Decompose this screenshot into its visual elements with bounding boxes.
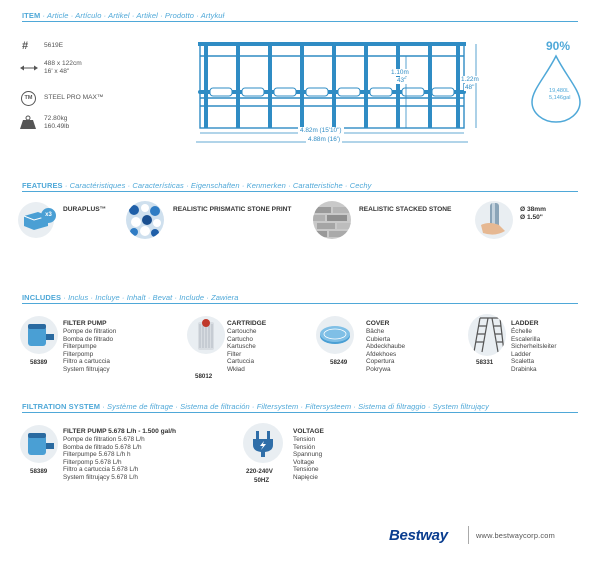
include-cover-code: 58249 bbox=[330, 359, 348, 366]
include-ladder-translations bbox=[511, 328, 556, 374]
voltage-frequency: 50HZ bbox=[254, 477, 270, 484]
tube-diameter-in: Ø 1.50" bbox=[520, 214, 543, 221]
translation-line: Pompe de filtration 5.678 L/h bbox=[63, 436, 145, 443]
features-section-header: FEATURES · Caractéristiques · Características · Eigenschaften · Kenmerken · Caratteristiche · Cechy bbox=[22, 181, 372, 190]
cover-icon bbox=[316, 316, 354, 354]
feature-duraplus-label: DURAPLUS™ bbox=[63, 206, 107, 213]
outer-width: 4.88m (16') bbox=[308, 136, 341, 143]
item-section-header: ITEM · Article · Artículo · Artikel · Artikel · Prodotto · Artykuł bbox=[22, 11, 225, 20]
includes-section-header: INCLUDES · Inclus · Incluye · Inhalt · Bevat · Include · Zawiera bbox=[22, 293, 239, 302]
filter-pump-icon bbox=[20, 316, 58, 354]
include-pump-title: FILTER PUMP bbox=[63, 320, 107, 327]
translation-line: Spannung bbox=[293, 451, 323, 459]
filtration-section-header: FILTRATION SYSTEM · Système de filtrage · Sistema de filtración · Filtersystem · Filtersysteem · Sistema di filtraggio · System filtrujący bbox=[22, 402, 489, 411]
translation-line: Filtro a cartuccia bbox=[63, 358, 110, 366]
filtration-divider bbox=[22, 412, 578, 413]
pool-height-m: 1.22m bbox=[461, 76, 479, 83]
translation-line: Filterpomp 5.678 L/h bbox=[63, 458, 122, 466]
filtration-pump-code: 58389 bbox=[30, 468, 48, 475]
include-cover-translations bbox=[366, 328, 405, 374]
translation-line: Filterpumpe 5.678 L/h h bbox=[63, 451, 131, 459]
include-ladder-code: 58331 bbox=[476, 359, 494, 366]
size-metric: 488 x 122cm bbox=[44, 60, 82, 67]
translation-line: Bâche bbox=[366, 328, 385, 335]
weight-icon bbox=[20, 115, 36, 129]
plug-icon bbox=[243, 423, 283, 463]
translation-line: Afdekhoes bbox=[366, 350, 397, 358]
bestway-logo: Bestway bbox=[389, 527, 448, 544]
trademark-icon: TM bbox=[21, 91, 36, 106]
include-cover-title: COVER bbox=[366, 320, 390, 327]
filtration-pump-translations bbox=[63, 436, 145, 482]
duraplus-badge: x3 bbox=[41, 208, 56, 223]
include-ladder-title: LADDER bbox=[511, 320, 539, 327]
include-cartridge-title: CARTRIDGE bbox=[227, 320, 267, 327]
translation-line: Ladder bbox=[511, 350, 531, 358]
translation-line: Cartucho bbox=[227, 335, 253, 343]
translation-line: Tension bbox=[293, 436, 316, 443]
translation-line: Tensión bbox=[293, 443, 316, 451]
includes-divider bbox=[22, 303, 578, 304]
voltage-translations bbox=[293, 436, 322, 482]
item-code: 5619E bbox=[44, 42, 64, 49]
footer-separator bbox=[468, 526, 469, 544]
volume-gallons: 5,146gal bbox=[549, 95, 571, 101]
translation-line: Cartouche bbox=[227, 328, 257, 335]
translation-line: Kartusche bbox=[227, 343, 256, 351]
weight-kg: 72.80kg bbox=[44, 115, 68, 122]
translation-line: Filterpumpe bbox=[63, 343, 97, 351]
pool-height-in: 48" bbox=[465, 84, 475, 91]
translation-line: System filtrujący bbox=[63, 365, 110, 373]
translation-line: Escalerilla bbox=[511, 335, 541, 343]
fill-percent: 90% bbox=[546, 39, 571, 53]
translation-line: Bomba de filtrado 5.678 L/h bbox=[63, 443, 142, 451]
translation-line: Filterpomp bbox=[63, 350, 94, 358]
weight-lb: 160.49lb bbox=[44, 123, 70, 130]
filtration-pump-title: FILTER PUMP 5.678 L/h - 1.500 gal/h bbox=[63, 428, 176, 435]
translation-line: Échelle bbox=[511, 328, 532, 335]
include-pump-translations bbox=[63, 328, 116, 374]
prismatic-stone-icon bbox=[126, 201, 164, 239]
translation-line: Tensione bbox=[293, 466, 319, 474]
ladder-icon bbox=[468, 314, 506, 356]
translation-line: Pokrywa bbox=[366, 365, 391, 373]
water-height-m: 1.10m bbox=[391, 69, 409, 76]
tube-diameter-mm: Ø 38mm bbox=[520, 206, 547, 213]
translation-line: Filter bbox=[227, 350, 242, 358]
translation-line: Sicherheitsleiter bbox=[511, 343, 557, 351]
include-pump-code: 58389 bbox=[30, 359, 48, 366]
translation-line: Copertura bbox=[366, 358, 395, 366]
filter-pump-icon bbox=[20, 425, 58, 463]
translation-line: Filtro a cartuccia 5.678 L/h bbox=[63, 466, 139, 474]
website-link[interactable]: www.bestwaycorp.com bbox=[476, 531, 555, 540]
frame-name: STEEL PRO MAX™ bbox=[44, 94, 104, 101]
include-cartridge-translations bbox=[227, 328, 257, 374]
volume-liters: 19,480L bbox=[549, 88, 570, 94]
translation-line: Bomba de filtrado bbox=[63, 335, 114, 343]
size-arrows-icon bbox=[20, 64, 38, 72]
translation-line: System filtrujący 5.678 L/h bbox=[63, 473, 138, 481]
inner-width: 4.82m (15'10") bbox=[300, 127, 342, 134]
cartridge-icon bbox=[187, 316, 225, 354]
translation-line: Wkład bbox=[227, 365, 245, 373]
item-divider bbox=[22, 21, 578, 22]
translation-line: Scaletta bbox=[511, 358, 535, 366]
translation-line: Drabinka bbox=[511, 365, 537, 373]
size-imperial: 16' x 48" bbox=[44, 68, 70, 75]
translation-line: Napięcie bbox=[293, 473, 318, 481]
stacked-stone-icon bbox=[313, 201, 351, 239]
feature-prismatic-label: REALISTIC PRISMATIC STONE PRINT bbox=[173, 206, 292, 213]
translation-line: Abdeckhaube bbox=[366, 343, 406, 351]
features-divider bbox=[22, 191, 578, 192]
include-cartridge-code: 58012 bbox=[195, 373, 213, 380]
translation-line: Voltage bbox=[293, 458, 315, 466]
hash-icon: # bbox=[22, 40, 29, 52]
voltage-title: VOLTAGE bbox=[293, 428, 324, 435]
translation-line: Pompe de filtration bbox=[63, 328, 117, 335]
steel-tube-icon bbox=[475, 201, 513, 239]
translation-line: Cartuccia bbox=[227, 358, 254, 366]
translation-line: Cubierta bbox=[366, 335, 391, 343]
feature-stacked-stone-label: REALISTIC STACKED STONE bbox=[359, 206, 452, 213]
water-height-in: 43" bbox=[397, 77, 407, 84]
voltage-range: 220-240V bbox=[246, 468, 273, 475]
